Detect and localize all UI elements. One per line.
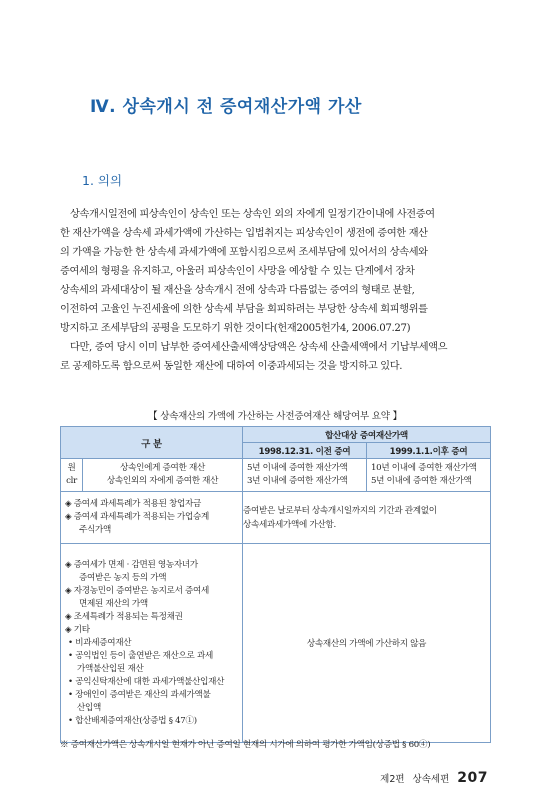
paragraph-line: 의 가액을 가능한 한 상속세 과세가액에 포함시킴으로써 조세부담에 있어서의 상속세와 [60, 247, 428, 258]
result-line: 상속세과세가액에 가산함. [243, 519, 336, 530]
table-row [61, 492, 491, 544]
list-item: ◈ 자경농민이 증여받은 농지로서 증여세 [65, 585, 210, 596]
list-item: 가액불산입된 재산 [77, 663, 144, 674]
summary-table [60, 426, 491, 743]
item-list [61, 492, 242, 543]
list-item: ◈ 조세특례가 적용되는 특정채권 [65, 611, 183, 622]
footer-part: 제2편 [380, 774, 405, 785]
page-number: 207 [457, 770, 488, 786]
list-item: • 공익법인 등이 출연받은 재산으로 과세 [68, 650, 213, 661]
after-cell [367, 459, 491, 492]
before-cell [243, 459, 367, 492]
paragraph-line: 증여세의 형평을 유지하고, 아울러 피상속인이 사망을 예상할 수 있는 단계에서 장차 [60, 266, 415, 277]
header-group: 합산대상 증여재산가액 [243, 427, 491, 443]
table-row [61, 459, 491, 492]
before-line: 5년 이내에 증여한 재산가액 [247, 463, 348, 473]
after-line: 10년 이내에 증여한 재산가액 [371, 463, 477, 473]
paragraph-line: 다만, 증여 당시 이미 납부한 증여세산출세액상당액은 상속세 산출세액에서 기납부세액으 [70, 342, 448, 353]
result-line: 증여받은 날로부터 상속개시일까지의 기간과 관계없이 [243, 505, 437, 516]
paragraph-line: 이전하여 고율인 누진세율에 의한 상속세 부담을 회피하려는 부당한 상속세 회피행위를 [60, 304, 428, 315]
before-line: 3년 이내에 증여한 재산가액 [247, 476, 348, 486]
list-item: 주식가액 [79, 525, 112, 535]
table-header-row [61, 427, 491, 443]
list-item: • 장애인이 증여받은 재산의 과세가액불 [68, 689, 211, 700]
chapter-title: Ⅳ. 상속개시 전 증여재산가액 가산 [90, 97, 362, 117]
row-label-line: 원 [67, 463, 76, 473]
desc-line: 상속인에게 증여한 재산 [120, 463, 205, 473]
section-title: 1. 의의 [82, 173, 123, 188]
footer-title: 상속세편 [412, 774, 450, 785]
header-after: 1999.1.1.이후 증여 [367, 443, 491, 459]
list-item: ◈ 증여세가 면제 · 감면된 영농자녀가 [65, 559, 198, 570]
table-row [61, 544, 491, 743]
list-item: • 비과세증여재산 [68, 637, 132, 648]
list-item: 증여받은 농지 등의 가액 [79, 572, 167, 583]
row-description [83, 459, 243, 492]
row-label-line: clr [66, 476, 77, 486]
row-result: 상속재산의 가액에 가산하지 않음 [243, 544, 491, 743]
list-item: • 합산배제증여재산(상증법 § 47①) [68, 715, 197, 726]
paragraph-line: 상속세의 과세대상이 될 재산을 상속개시 전에 상속과 다름없는 증여의 형태로 분할, [60, 285, 415, 296]
paragraph-line: 상속개시일전에 피상속인이 상속인 또는 상속인 외의 자에게 일정기간이내에 사전증여 [70, 209, 435, 220]
list-item: 산입액 [77, 702, 102, 713]
desc-line: 상속인외의 자에게 증여한 재산 [106, 476, 219, 486]
paragraph-line: 방지하고 조세부담의 공평을 도모하기 위한 것이다(헌재2005헌가4, 2006.07.27) [60, 323, 411, 334]
list-item: ◈ 기타 [65, 624, 90, 635]
list-item: • 공익신탁재산에 대한 과세가액불산입재산 [68, 676, 225, 687]
header-gubun: 구 분 [61, 427, 243, 459]
paragraph-line: 한 재산가액을 상속세 과세가액에 가산하는 입법취지는 피상속인이 생전에 증여한 재산 [60, 228, 428, 239]
table-caption: 【 상속재산의 가액에 가산하는 사전증여재산 해당여부 요약 】 [148, 411, 402, 422]
header-before: 1998.12.31. 이전 증여 [243, 443, 367, 459]
row-result [243, 492, 491, 544]
row-label [61, 459, 83, 492]
list-item: ◈ 증여세 과세특례가 적용되는 가업승계 [65, 512, 210, 522]
item-list [61, 553, 242, 734]
list-item: 면제된 재산의 가액 [79, 598, 148, 609]
footnote: ※ 증여재산가액은 상속개시일 현재가 아닌 증여일 현재의 시가에 의하여 평가한 가액임(상증법 § 60④) [60, 740, 431, 750]
page-footer [380, 770, 488, 786]
list-item: ◈ 증여세 과세특례가 적용된 창업자금 [65, 499, 202, 509]
body-paragraph [60, 205, 490, 376]
paragraph-line: 로 공제하도록 함으로써 동일한 재산에 대하여 이중과세되는 것을 방지하고 있다. [60, 361, 403, 372]
after-line: 5년 이내에 증여한 재산가액 [371, 476, 472, 486]
item-list-cell [61, 492, 243, 544]
item-list-cell [61, 544, 243, 743]
